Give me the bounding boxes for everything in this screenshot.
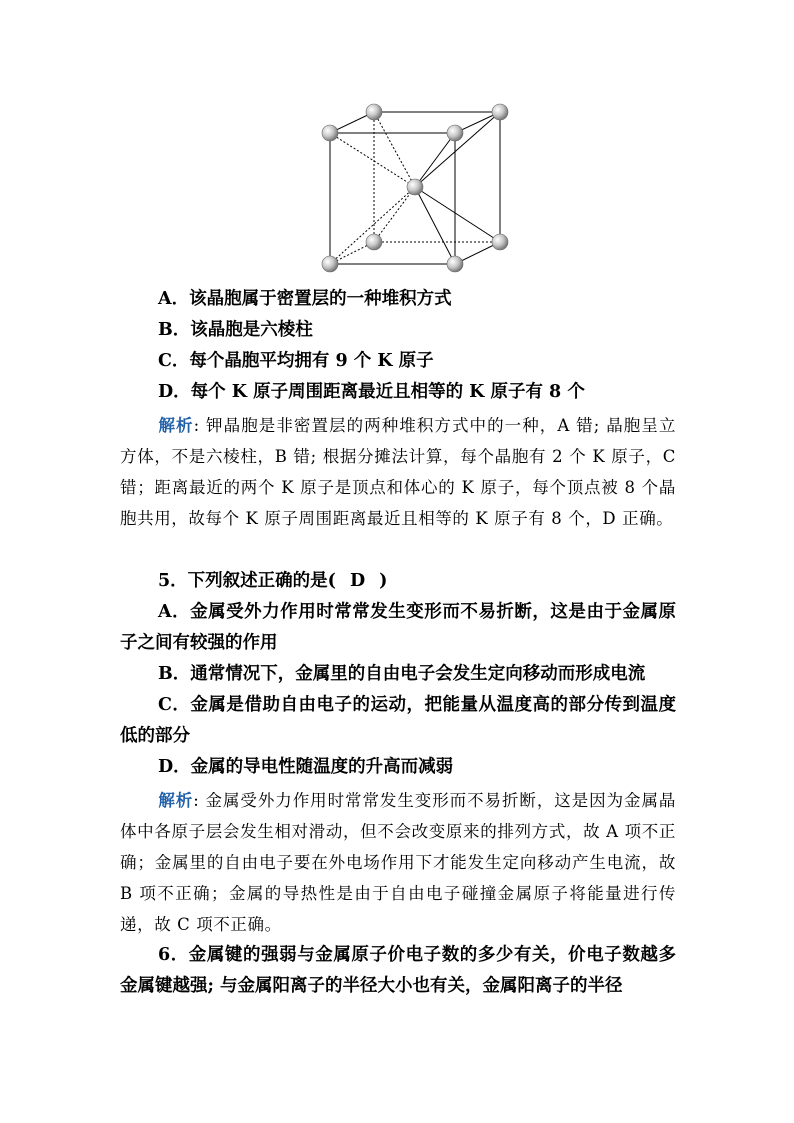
q5-option-d: D．金属的导电性随温度的升高而减弱 [158,757,454,777]
q5-analysis-label: 解析 [158,791,194,810]
atom-body-center [407,179,423,195]
q4-option-c: C．每个晶胞平均拥有 9 个 K 原子 [158,351,434,371]
q5-answer: D [349,571,366,591]
q4-option-d: D．每个 K 原子周围距离最近且相等的 K 原子有 8 个 [158,382,585,402]
q5-option-b: B．通常情况下，金属里的自由电子会发生定向移动而形成电流 [158,664,646,684]
q4-option-b: B．该晶胞是六棱柱 [158,320,313,340]
q4-option-a: A．该晶胞属于密置层的一种堆积方式 [158,289,452,309]
atom-front-bottom-left [322,256,338,272]
atom-front-top-right [447,125,463,141]
q6-stem: 6．金属键的强弱与金属原子价电子数的多少有关，价电子数越多金属键越强; 与金属阳离子的半径大小也有关，金属阳离子的半径 [120,945,676,996]
atom-front-top-left [322,125,338,141]
q4-analysis [120,410,676,534]
atom-back-top-left [366,104,382,120]
q5-analysis [120,785,676,940]
atom-front-bottom-right [447,256,463,272]
q5-stem: 5．下列叙述正确的是( D ) [158,571,388,591]
q4-analysis-text: : 钾晶胞是非密置层的两种堆积方式中的一种，A 错; 晶胞呈立方体，不是六棱柱，B 错; 根据分摊法计算，每个晶胞有 2 个 K 原子，C 错；距离最近的两个 K 原子是顶点和体心的 K 原子，每个顶点被 8 个晶胞共用，故每个 K 原子周围距离最近且相等的 K 原子有 8 个，D 正确。 [120,416,676,528]
q5-option-c: C．金属是借助自由电子的运动，把能量从温度高的部分传到温度低的部分 [120,695,676,746]
atom-back-bottom-left [366,234,382,250]
atom-back-top-right [492,104,508,120]
q5-analysis-text: : 金属受外力作用时常常发生变形而不易折断，这是因为金属晶体中各原子层会发生相对滑动，但不会改变原来的排列方式，故 A 项不正确；金属里的自由电子要在外电场作用下才能发生定向移动产生电流，故 B 项不正确；金属的导热性是由于自由电子碰撞金属原子将能量进行传递，故 C 项不正确。 [120,791,676,934]
q5-option-a: A．金属受外力作用时常常发生变形而不易折断，这是由于金属原子之间有较强的作用 [120,602,676,653]
bcc-crystal-cell-figure [312,96,522,282]
atom-back-bottom-right [492,234,508,250]
q4-analysis-label: 解析 [158,416,194,435]
